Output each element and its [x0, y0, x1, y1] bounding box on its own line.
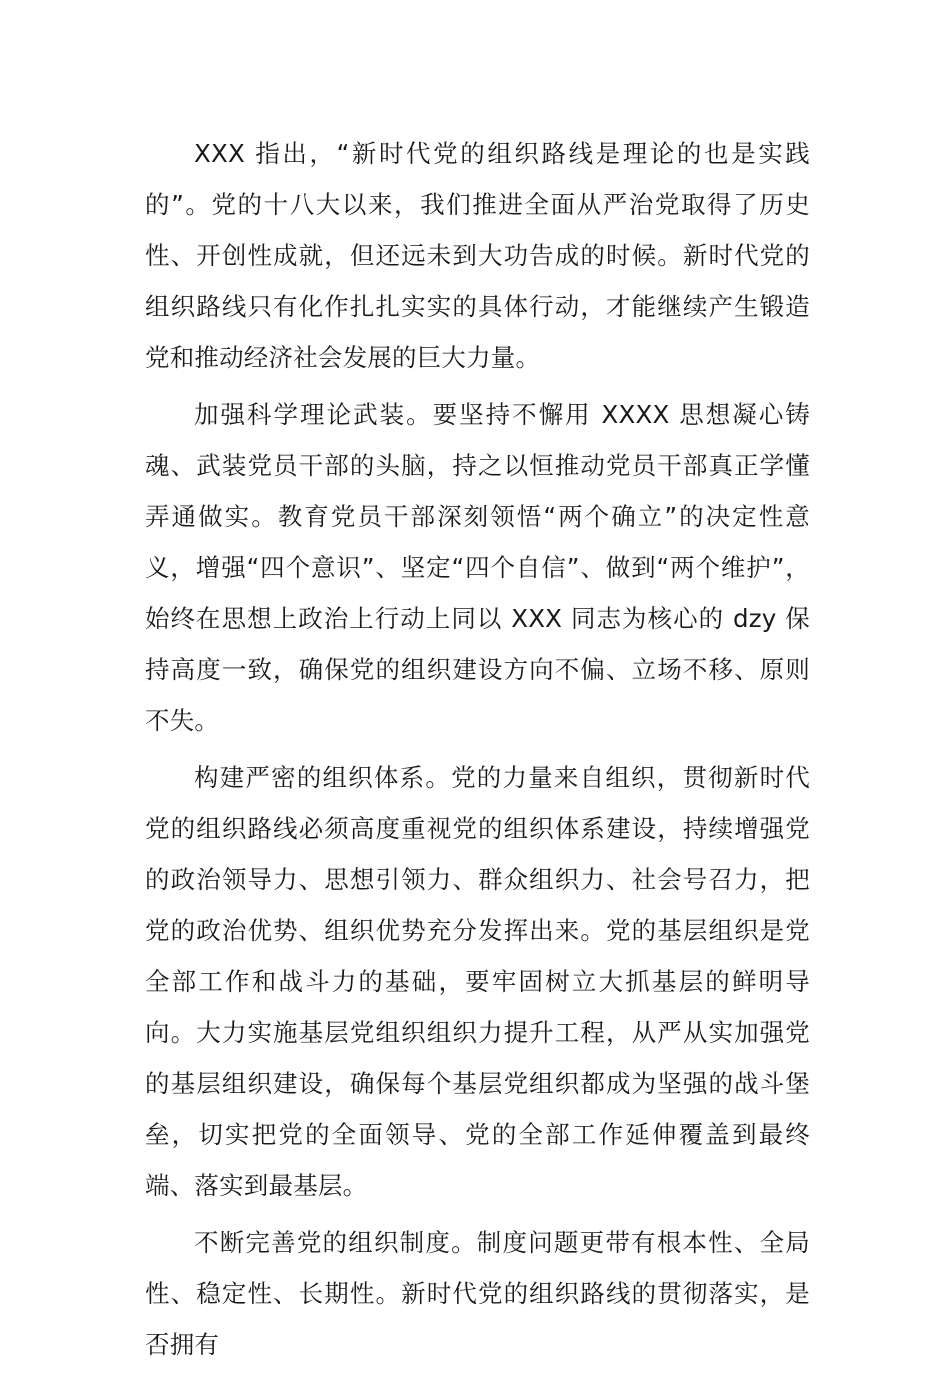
paragraph-4: 不断完善党的组织制度。制度问题更带有根本性、全局性、稳定性、长期性。新时代党的组织路线的贯彻落实，是否拥有 — [145, 1228, 810, 1359]
document-body — [145, 128, 810, 1376]
paragraph-1: XXX 指出，“新时代党的组织路线是理论的也是实践的”。党的十八大以来，我们推进全面从严治党取得了历史性、开创性成就，但还远未到大功告成的时候。新时代党的组织路线只有化作扎扎实实的具体行动，才能继续产生锻造党和推动经济社会发展的巨大力量。 — [145, 139, 810, 372]
paragraph-3: 构建严密的组织体系。党的力量来自组织，贯彻新时代党的组织路线必须高度重视党的组织体系建设，持续增强党的政治领导力、思想引领力、群众组织力、社会号召力，把党的政治优势、组织优势充分发挥出来。党的基层组织是党全部工作和战斗力的基础，要牢固树立大抓基层的鲜明导向。大力实施基层党组织组织力提升工程，从严从实加强党的基层组织建设，确保每个基层党组织都成为坚强的战斗堡垒，切实把党的全面领导、党的全部工作延伸覆盖到最终端、落实到最基层。 — [145, 763, 810, 1200]
paragraph-2: 加强科学理论武装。要坚持不懈用 XXXX 思想凝心铸魂、武装党员干部的头脑，持之以恒推动党员干部真正学懂弄通做实。教育党员干部深刻领悟“两个确立”的决定性意义，增强“四个意识”、坚定“四个自信”、做到“两个维护”，始终在思想上政治上行动上同以 XXX 同志为核心的 dzy 保持高度一致，确保党的组织建设方向不偏、立场不移、原则不失。 — [145, 400, 810, 735]
